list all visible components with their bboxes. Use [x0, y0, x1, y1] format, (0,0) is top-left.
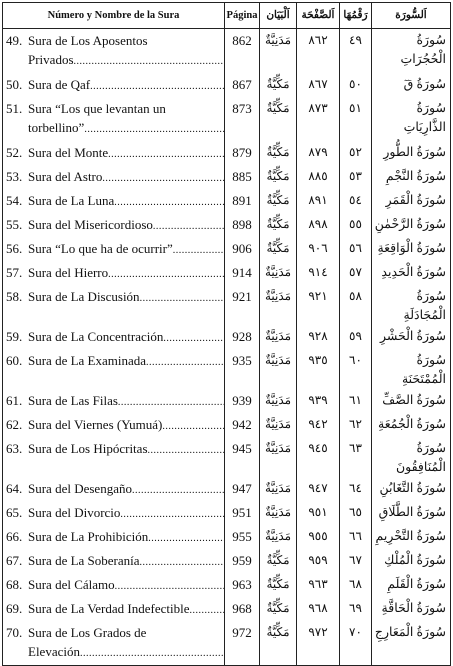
table-row: [3, 437, 451, 477]
sura-name-line: [6, 75, 224, 96]
dot-leader: [132, 481, 224, 500]
arabic-page-number: ٩٤٢: [297, 413, 340, 437]
sura-number: 59.: [6, 329, 23, 344]
arabic-sura-name: سُورَةُ الْمُمْتَحَنَةِ: [372, 349, 451, 389]
table-row: [3, 597, 451, 621]
table-row: [3, 501, 451, 525]
sura-name: Sura de Los Grados de: [28, 625, 147, 640]
arabic-sura-name: سُورَةُ الْمُلْكِ: [372, 549, 451, 573]
arabic-sura-number: ٦٨: [340, 573, 372, 597]
sura-name: Sura de La Examinada: [28, 353, 147, 368]
sura-name: Sura del Monte: [28, 145, 109, 160]
page-number: 898: [225, 213, 260, 237]
sura-name-cell: [3, 477, 225, 501]
dot-leader: [90, 77, 224, 96]
sura-name-continued: Privados: [28, 52, 74, 67]
sura-name-line: [6, 143, 224, 164]
revelation-place: مَدَنِيَّةٌ: [260, 413, 297, 437]
revelation-place: مَكِّيَّةٌ: [260, 73, 297, 97]
arabic-sura-number: ٦٦: [340, 525, 372, 549]
page-number: 955: [225, 525, 260, 549]
table-row: [3, 97, 451, 141]
sura-name-continued: torbellino”: [28, 120, 85, 135]
arabic-sura-name: سُورَةُ الطُّورِ: [372, 141, 451, 165]
sura-name: Sura del Viernes (Yumuá): [28, 417, 163, 432]
arabic-sura-number: ٦٧: [340, 549, 372, 573]
sura-name: Sura de La Soberanía: [28, 553, 140, 568]
revelation-place: مَكِّيَّةٌ: [260, 189, 297, 213]
arabic-sura-number: ٦٢: [340, 413, 372, 437]
arabic-sura-number: ٦٠: [340, 349, 372, 389]
arabic-sura-number: ٥٢: [340, 141, 372, 165]
sura-name-line: [6, 527, 224, 548]
sura-name-cell: [3, 389, 225, 413]
table-row: [3, 525, 451, 549]
sura-number: 55.: [6, 217, 23, 232]
page-number: 873: [225, 97, 260, 141]
sura-name: Sura del Divorcio: [28, 505, 121, 520]
header-page: Página: [225, 3, 260, 29]
arabic-sura-number: ٥٠: [340, 73, 372, 97]
header-revelation: اَلْبَيَان: [260, 3, 297, 29]
sura-name-cell: [3, 597, 225, 621]
table-row: [3, 477, 451, 501]
sura-number: 57.: [6, 265, 23, 280]
sura-name: Sura de La Verdad Indefectible: [28, 601, 190, 616]
table-row: [3, 261, 451, 285]
sura-number: 64.: [6, 481, 23, 496]
arabic-page-number: ٩٣٩: [297, 389, 340, 413]
table-row: [3, 349, 451, 389]
arabic-sura-name: سُورَةُ الْمُجَادَلَةِ: [372, 285, 451, 325]
sura-name-line: [6, 599, 224, 620]
sura-name-cell: [3, 141, 225, 165]
dot-leader: [140, 553, 224, 572]
sura-name-cell: [3, 413, 225, 437]
sura-name-line: [6, 415, 224, 436]
header-arabic-page: اَلصَّفْحَة: [297, 3, 340, 29]
sura-name-cell: [3, 549, 225, 573]
arabic-sura-number: ٥٦: [340, 237, 372, 261]
table-row: [3, 189, 451, 213]
dot-leader: [163, 329, 224, 348]
arabic-sura-name: سُورَةُ الرَّحْمٰنِ: [372, 213, 451, 237]
header-row: [3, 3, 451, 29]
sura-name: Sura de La Luna: [28, 193, 115, 208]
dot-leader: [146, 353, 224, 372]
arabic-page-number: ٩٥٥: [297, 525, 340, 549]
arabic-page-number: ٩٣٥: [297, 349, 340, 389]
dot-leader: [74, 52, 225, 71]
header-arabic-number: رَقْمُهَا: [340, 3, 372, 29]
revelation-place: مَدَنِيَّةٌ: [260, 501, 297, 525]
page-number: 879: [225, 141, 260, 165]
arabic-sura-number: ٦١: [340, 389, 372, 413]
sura-name-cell: [3, 349, 225, 389]
sura-name: Sura “Lo que ha de ocurrir”: [28, 241, 173, 256]
revelation-place: مَكِّيَّةٌ: [260, 141, 297, 165]
sura-name-line: [6, 439, 224, 460]
sura-name-line: [6, 50, 224, 71]
sura-number: 63.: [6, 441, 23, 456]
sura-name-cell: [3, 621, 225, 666]
sura-name: Sura “Los que levantan un: [28, 101, 166, 116]
sura-name: Sura de Los Hipócritas: [28, 441, 148, 456]
revelation-place: مَكِّيَّةٌ: [260, 573, 297, 597]
page-number: 867: [225, 73, 260, 97]
arabic-sura-number: ٥١: [340, 97, 372, 141]
arabic-sura-number: ٦٤: [340, 477, 372, 501]
sura-name-line: [6, 31, 224, 50]
arabic-page-number: ٨٩٨: [297, 213, 340, 237]
sura-number: 54.: [6, 193, 23, 208]
arabic-sura-name: سُورَةُ الْوَاقِعَةِ: [372, 237, 451, 261]
sura-name-line: [6, 167, 224, 188]
dot-leader: [148, 441, 224, 460]
arabic-sura-name: سُورَةُ الْمُنَافِقُونَ: [372, 437, 451, 477]
dot-leader: [84, 120, 224, 139]
arabic-sura-name: سُورَةُ قٓ: [372, 73, 451, 97]
arabic-sura-number: ٥٩: [340, 325, 372, 349]
arabic-sura-name: سُورَةُ الْحَاقَّةِ: [372, 597, 451, 621]
revelation-place: مَدَنِيَّةٌ: [260, 29, 297, 74]
arabic-sura-number: ٦٩: [340, 597, 372, 621]
sura-name-cell: [3, 261, 225, 285]
table-row: [3, 213, 451, 237]
sura-number: 66.: [6, 529, 23, 544]
dot-leader: [148, 529, 224, 548]
sura-name-continued: Elevación: [28, 644, 80, 659]
dot-leader: [153, 217, 224, 236]
sura-name-line: [6, 391, 224, 412]
table-row: [3, 573, 451, 597]
sura-number: 56.: [6, 241, 23, 256]
dot-leader: [173, 241, 224, 260]
dot-leader: [118, 393, 224, 412]
sura-name-cell: [3, 525, 225, 549]
revelation-place: مَكِّيَّةٌ: [260, 165, 297, 189]
arabic-sura-name: سُورَةُ الْقَلَمِ: [372, 573, 451, 597]
dot-leader: [189, 601, 224, 620]
dot-leader: [140, 289, 224, 308]
revelation-place: مَكِّيَّةٌ: [260, 597, 297, 621]
table-row: [3, 549, 451, 573]
sura-name-cell: [3, 501, 225, 525]
revelation-place: مَكِّيَّةٌ: [260, 97, 297, 141]
arabic-sura-name: سُورَةُ الْجُمُعَةِ: [372, 413, 451, 437]
sura-name-line: [6, 327, 224, 348]
revelation-place: مَدَنِيَّةٌ: [260, 261, 297, 285]
sura-index-table: [2, 2, 451, 666]
sura-name: Sura del Cálamo: [28, 577, 115, 592]
dot-leader: [108, 145, 224, 164]
sura-name-line: [6, 623, 224, 642]
page-number: 963: [225, 573, 260, 597]
sura-number: 62.: [6, 417, 23, 432]
dot-leader: [115, 577, 224, 596]
sura-name-cell: [3, 29, 225, 74]
page-number: 935: [225, 349, 260, 389]
revelation-place: مَدَنِيَّةٌ: [260, 325, 297, 349]
arabic-page-number: ٩٧٢: [297, 621, 340, 666]
sura-number: 68.: [6, 577, 23, 592]
arabic-page-number: ٩٢١: [297, 285, 340, 325]
sura-name-cell: [3, 97, 225, 141]
arabic-sura-number: ٦٥: [340, 501, 372, 525]
sura-name: Sura del Hierro: [28, 265, 109, 280]
dot-leader: [80, 644, 224, 663]
revelation-place: مَكِّيَّةٌ: [260, 549, 297, 573]
sura-name: Sura del Desengaño: [28, 481, 132, 496]
table-row: [3, 413, 451, 437]
sura-name: Sura de Qaf: [28, 77, 91, 92]
arabic-sura-name: سُورَةُ الْقَمَرِ: [372, 189, 451, 213]
arabic-page-number: ٩٤٥: [297, 437, 340, 477]
sura-number: 67.: [6, 553, 23, 568]
sura-name-line: [6, 503, 224, 524]
sura-name-cell: [3, 237, 225, 261]
page-number: 939: [225, 389, 260, 413]
sura-name: Sura del Misericordioso: [28, 217, 153, 232]
revelation-place: مَدَنِيَّةٌ: [260, 349, 297, 389]
arabic-sura-name: سُورَةُ الصَّفِّ: [372, 389, 451, 413]
arabic-sura-name: سُورَةُ الْحَدِيدِ: [372, 261, 451, 285]
table-row: [3, 389, 451, 413]
sura-name-cell: [3, 213, 225, 237]
sura-number: 69.: [6, 601, 23, 616]
sura-name: Sura de Las Filas: [28, 393, 118, 408]
table-row: [3, 165, 451, 189]
sura-name-line: [6, 118, 224, 139]
sura-name-cell: [3, 325, 225, 349]
arabic-page-number: ٨٩١: [297, 189, 340, 213]
sura-name-line: [6, 642, 224, 663]
arabic-sura-number: ٥٥: [340, 213, 372, 237]
sura-name-line: [6, 239, 224, 260]
sura-number: 70.: [6, 625, 23, 640]
table-row: [3, 237, 451, 261]
revelation-place: مَدَنِيَّةٌ: [260, 285, 297, 325]
arabic-sura-number: ٧٠: [340, 621, 372, 666]
arabic-sura-name: سُورَةُ الذَّارِيَاتِ: [372, 97, 451, 141]
sura-number: 51.: [6, 101, 23, 116]
arabic-page-number: ٩٦٨: [297, 597, 340, 621]
revelation-place: مَكِّيَّةٌ: [260, 621, 297, 666]
arabic-sura-name: سُورَةُ الْحَشْرِ: [372, 325, 451, 349]
page-number: 959: [225, 549, 260, 573]
arabic-page-number: ٨٦٧: [297, 73, 340, 97]
arabic-page-number: ٩١٤: [297, 261, 340, 285]
table-row: [3, 73, 451, 97]
sura-name: Sura de La Discusión: [28, 289, 140, 304]
arabic-sura-number: ٥٨: [340, 285, 372, 325]
arabic-sura-number: ٥٣: [340, 165, 372, 189]
sura-number: 49.: [6, 33, 23, 48]
sura-name: Sura del Astro: [28, 169, 103, 184]
revelation-place: مَدَنِيَّةٌ: [260, 437, 297, 477]
arabic-sura-name: سُورَةُ الْمَعَارِجِ: [372, 621, 451, 666]
sura-name-line: [6, 191, 224, 212]
page-number: 968: [225, 597, 260, 621]
dot-leader: [120, 505, 224, 524]
arabic-sura-name: سُورَةُ التَّحْرِيمِ: [372, 525, 451, 549]
sura-name-line: [6, 351, 224, 372]
sura-number: 65.: [6, 505, 23, 520]
arabic-sura-number: ٥٤: [340, 189, 372, 213]
page-number: 906: [225, 237, 260, 261]
arabic-page-number: ٩٦٣: [297, 573, 340, 597]
sura-name-line: [6, 99, 224, 118]
table-row: [3, 141, 451, 165]
revelation-place: مَكِّيَّةٌ: [260, 213, 297, 237]
sura-name-cell: [3, 189, 225, 213]
sura-name: Sura de Los Aposentos: [28, 33, 148, 48]
arabic-page-number: ٨٦٢: [297, 29, 340, 74]
page-number: 951: [225, 501, 260, 525]
arabic-sura-name: سُورَةُ التَّغَابُنِ: [372, 477, 451, 501]
dot-leader: [162, 417, 224, 436]
arabic-sura-number: ٥٧: [340, 261, 372, 285]
page-number: 921: [225, 285, 260, 325]
revelation-place: مَكِّيَّةٌ: [260, 237, 297, 261]
page-number: 947: [225, 477, 260, 501]
sura-name-line: [6, 287, 224, 308]
arabic-page-number: ٩٥١: [297, 501, 340, 525]
arabic-sura-name: سُورَةُ الطَّلَاقِ: [372, 501, 451, 525]
revelation-place: مَدَنِيَّةٌ: [260, 525, 297, 549]
arabic-page-number: ٨٧٩: [297, 141, 340, 165]
sura-name-cell: [3, 165, 225, 189]
sura-number: 52.: [6, 145, 23, 160]
sura-name-cell: [3, 285, 225, 325]
sura-number: 61.: [6, 393, 23, 408]
table-row: [3, 29, 451, 74]
sura-name: Sura de La Prohibición: [28, 529, 149, 544]
revelation-place: مَدَنِيَّةٌ: [260, 389, 297, 413]
revelation-place: مَدَنِيَّةٌ: [260, 477, 297, 501]
table-row: [3, 285, 451, 325]
dot-leader: [114, 193, 224, 212]
page-number: 972: [225, 621, 260, 666]
arabic-page-number: ٩٠٦: [297, 237, 340, 261]
page-number: 885: [225, 165, 260, 189]
dot-leader: [108, 265, 224, 284]
table-row: [3, 325, 451, 349]
sura-name-line: [6, 215, 224, 236]
sura-number: 53.: [6, 169, 23, 184]
page-number: 945: [225, 437, 260, 477]
arabic-sura-name: سُورَةُ الْحُجُرَاتِ: [372, 29, 451, 74]
arabic-sura-number: ٤٩: [340, 29, 372, 74]
arabic-page-number: ٨٨٥: [297, 165, 340, 189]
sura-name: Sura de La Concentración: [28, 329, 164, 344]
page-number: 891: [225, 189, 260, 213]
header-arabic-name: اَلسُّورَة: [372, 3, 451, 29]
sura-number: 58.: [6, 289, 23, 304]
header-name: Número y Nombre de la Sura: [3, 3, 225, 29]
sura-number: 60.: [6, 353, 23, 368]
arabic-sura-name: سُورَةُ النَّجْمِ: [372, 165, 451, 189]
page-number: 942: [225, 413, 260, 437]
page-number: 914: [225, 261, 260, 285]
arabic-page-number: ٨٧٣: [297, 97, 340, 141]
sura-name-line: [6, 551, 224, 572]
arabic-sura-number: ٦٣: [340, 437, 372, 477]
sura-name-line: [6, 479, 224, 500]
page-number: 928: [225, 325, 260, 349]
arabic-page-number: ٩٢٨: [297, 325, 340, 349]
sura-name-line: [6, 263, 224, 284]
table-row: [3, 621, 451, 666]
sura-name-cell: [3, 437, 225, 477]
arabic-page-number: ٩٥٩: [297, 549, 340, 573]
sura-name-cell: [3, 573, 225, 597]
sura-number: 50.: [6, 77, 23, 92]
dot-leader: [102, 169, 224, 188]
sura-name-cell: [3, 73, 225, 97]
sura-name-line: [6, 575, 224, 596]
page-number: 862: [225, 29, 260, 74]
arabic-page-number: ٩٤٧: [297, 477, 340, 501]
